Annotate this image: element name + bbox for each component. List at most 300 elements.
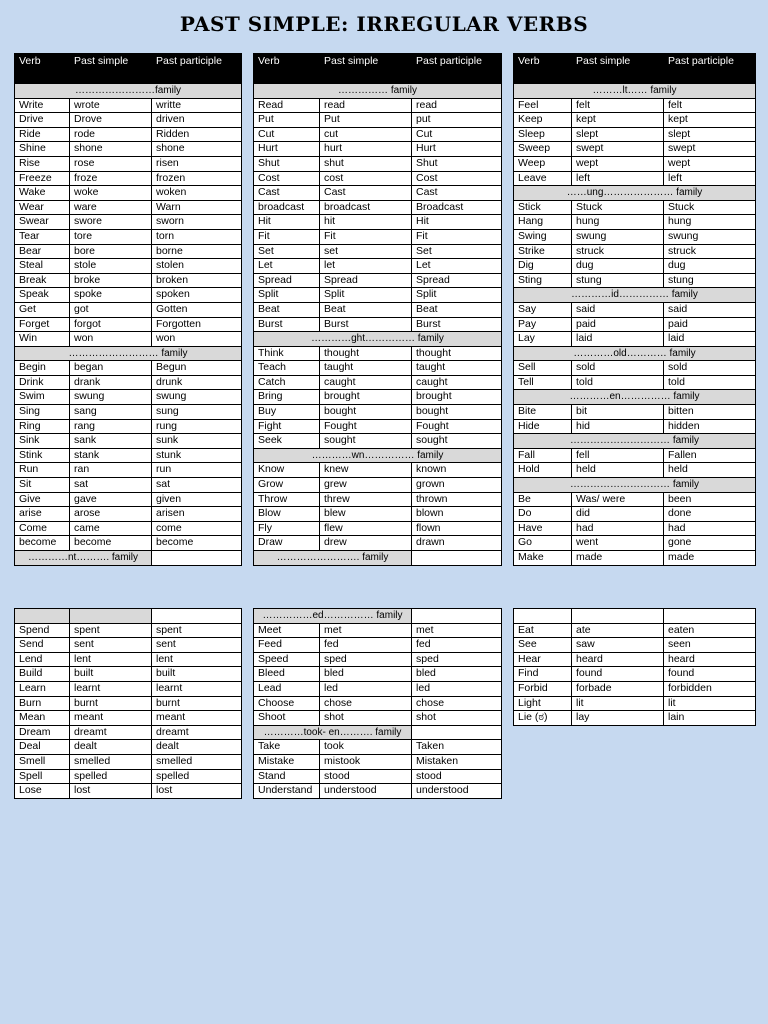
past-simple-cell: broadcast [320, 200, 412, 215]
verb-cell: Shoot [254, 711, 320, 726]
verb-cell: Put [254, 113, 320, 128]
table-row [514, 156, 756, 171]
past-simple-cell: sent [70, 638, 152, 653]
past-participle-cell: said [664, 302, 756, 317]
table-row [514, 215, 756, 230]
family-row [254, 332, 502, 347]
past-simple-cell: sold [572, 361, 664, 376]
table-row [254, 346, 502, 361]
verb-cell: Spend [15, 623, 70, 638]
past-participle-cell: lain [664, 711, 756, 726]
past-simple-cell: forgot [70, 317, 152, 332]
empty-cell [412, 609, 502, 624]
past-simple-cell: left [572, 171, 664, 186]
past-simple-cell: burnt [70, 696, 152, 711]
past-participle-cell: swung [152, 390, 242, 405]
table-row [514, 273, 756, 288]
family-label: ……………………family [15, 84, 242, 99]
past-simple-cell: Was/ were [572, 492, 664, 507]
family-label: ………………………… family [514, 478, 756, 493]
past-simple-cell: dealt [70, 740, 152, 755]
table-row [514, 711, 756, 726]
past-participle-cell: learnt [152, 681, 242, 696]
past-participle-cell: Broadcast [412, 200, 502, 215]
past-simple-cell: cost [320, 171, 412, 186]
family-label: ……ung………………… family [514, 186, 756, 201]
verb-cell: Seek [254, 434, 320, 449]
past-simple-cell: thought [320, 346, 412, 361]
past-simple-cell: stung [572, 273, 664, 288]
table-row [15, 434, 242, 449]
past-participle-cell: told [664, 375, 756, 390]
past-simple-cell: sat [70, 478, 152, 493]
past-simple-cell: had [572, 521, 664, 536]
past-participle-cell: drawn [412, 536, 502, 551]
past-participle-cell: spelled [152, 769, 242, 784]
past-simple-cell: bit [572, 405, 664, 420]
past-participle-cell: hidden [664, 419, 756, 434]
past-simple-cell: shut [320, 156, 412, 171]
verb-cell: Sweep [514, 142, 572, 157]
table-row [15, 332, 242, 347]
past-participle-cell: paid [664, 317, 756, 332]
header-row [15, 54, 242, 84]
past-participle-cell: understood [412, 784, 502, 799]
past-participle-cell: spent [152, 623, 242, 638]
verb-cell: Shine [15, 142, 70, 157]
past-participle-cell: lent [152, 652, 242, 667]
verb-cell: Strike [514, 244, 572, 259]
past-participle-cell: blown [412, 507, 502, 522]
table-row [514, 492, 756, 507]
table-row [514, 200, 756, 215]
table-row [514, 623, 756, 638]
verb-cell: Begin [15, 361, 70, 376]
past-participle-cell: Burst [412, 317, 502, 332]
past-simple-cell: knew [320, 463, 412, 478]
table-row [254, 113, 502, 128]
family-row [514, 390, 756, 405]
verb-cell: Hide [514, 419, 572, 434]
past-simple-cell: shot [320, 711, 412, 726]
past-participle-cell: Fallen [664, 448, 756, 463]
verb-table [253, 608, 502, 799]
past-simple-cell: did [572, 507, 664, 522]
past-simple-cell: got [70, 302, 152, 317]
verb-cell: Learn [15, 681, 70, 696]
verb-cell: Pay [514, 317, 572, 332]
past-participle-cell: stolen [152, 259, 242, 274]
table-row [254, 186, 502, 201]
verb-cell: Run [15, 463, 70, 478]
past-participle-cell: thought [412, 346, 502, 361]
verb-cell: Wear [15, 200, 70, 215]
verb-cell: Sink [15, 434, 70, 449]
table-row [15, 419, 242, 434]
verb-cell: Feed [254, 638, 320, 653]
past-simple-cell: ran [70, 463, 152, 478]
past-participle-cell: done [664, 507, 756, 522]
past-simple-cell: hurt [320, 142, 412, 157]
past-participle-cell: Gotten [152, 302, 242, 317]
past-simple-cell: drank [70, 375, 152, 390]
table-row [15, 259, 242, 274]
verb-cell: Lie (ಠ) [514, 711, 572, 726]
table-row [514, 667, 756, 682]
family-row [254, 551, 502, 566]
past-simple-cell: met [320, 623, 412, 638]
verb-cell: Cut [254, 127, 320, 142]
past-simple-cell: struck [572, 244, 664, 259]
verb-table-bottom-2 [253, 608, 501, 799]
verb-cell: Come [15, 521, 70, 536]
verb-cell: Be [514, 492, 572, 507]
past-participle-cell: dreamt [152, 725, 242, 740]
table-row [15, 711, 242, 726]
empty-row [15, 609, 242, 624]
column-header: Past simple [70, 54, 152, 84]
past-participle-cell: found [664, 667, 756, 682]
past-simple-cell: lit [572, 696, 664, 711]
verb-cell: Break [15, 273, 70, 288]
past-simple-cell: flew [320, 521, 412, 536]
past-simple-cell: dug [572, 259, 664, 274]
verb-cell: Tell [514, 375, 572, 390]
past-simple-cell: fell [572, 448, 664, 463]
past-participle-cell: lit [664, 696, 756, 711]
verb-table-bottom-3 [513, 608, 755, 726]
empty-cell [70, 609, 152, 624]
table-row [254, 463, 502, 478]
table-row [254, 492, 502, 507]
verb-cell: Sing [15, 405, 70, 420]
family-row [15, 346, 242, 361]
family-row [15, 551, 242, 566]
past-participle-cell: shone [152, 142, 242, 157]
empty-cell [412, 551, 502, 566]
empty-cell [152, 551, 242, 566]
verb-cell: Go [514, 536, 572, 551]
past-simple-cell: learnt [70, 681, 152, 696]
verb-cell: Sleep [514, 127, 572, 142]
table-row [514, 259, 756, 274]
past-simple-cell: took [320, 740, 412, 755]
past-simple-cell: Fought [320, 419, 412, 434]
past-simple-cell: wrote [70, 98, 152, 113]
past-simple-cell: told [572, 375, 664, 390]
table-row [15, 375, 242, 390]
table-row [514, 536, 756, 551]
table-row [254, 302, 502, 317]
past-simple-cell: brought [320, 390, 412, 405]
past-simple-cell: bled [320, 667, 412, 682]
table-row [15, 156, 242, 171]
verb-cell: Lose [15, 784, 70, 799]
verb-cell: Weep [514, 156, 572, 171]
past-participle-cell: run [152, 463, 242, 478]
past-simple-cell: said [572, 302, 664, 317]
past-simple-cell: stole [70, 259, 152, 274]
family-label: ……………ed…………… family [254, 609, 412, 624]
verb-cell: Stick [514, 200, 572, 215]
past-simple-cell: Split [320, 288, 412, 303]
family-row [15, 84, 242, 99]
past-simple-cell: shone [70, 142, 152, 157]
table-row [254, 536, 502, 551]
verb-cell: Deal [15, 740, 70, 755]
verb-cell: Forbid [514, 681, 572, 696]
verb-cell: Mean [15, 711, 70, 726]
past-simple-cell: sang [70, 405, 152, 420]
past-participle-cell: Hurt [412, 142, 502, 157]
past-simple-cell: sped [320, 652, 412, 667]
family-row [514, 478, 756, 493]
table-row [15, 536, 242, 551]
verb-cell: Light [514, 696, 572, 711]
past-simple-cell: kept [572, 113, 664, 128]
family-label: ………………………… family [514, 434, 756, 449]
past-participle-cell: Beat [412, 302, 502, 317]
verb-table-bottom-1 [14, 608, 241, 799]
table-row [254, 711, 502, 726]
verb-cell: Ride [15, 127, 70, 142]
verb-cell: Rise [15, 156, 70, 171]
table-row [15, 127, 242, 142]
past-simple-cell: mistook [320, 754, 412, 769]
past-participle-cell: meant [152, 711, 242, 726]
past-simple-cell: swung [572, 229, 664, 244]
verb-cell: Drive [15, 113, 70, 128]
past-participle-cell: led [412, 681, 502, 696]
family-label: …………nt………. family [15, 551, 152, 566]
table-row [254, 229, 502, 244]
past-simple-cell: grew [320, 478, 412, 493]
verb-table [253, 53, 502, 566]
table-row [254, 667, 502, 682]
verb-cell: Fit [254, 229, 320, 244]
past-participle-cell: put [412, 113, 502, 128]
past-simple-cell: bore [70, 244, 152, 259]
table-row [514, 317, 756, 332]
empty-cell [15, 609, 70, 624]
empty-row [514, 609, 756, 624]
table-row [15, 681, 242, 696]
verb-cell: Have [514, 521, 572, 536]
past-participle-cell: frozen [152, 171, 242, 186]
past-participle-cell: Cut [412, 127, 502, 142]
past-simple-cell: went [572, 536, 664, 551]
verb-cell: arise [15, 507, 70, 522]
past-simple-cell: gave [70, 492, 152, 507]
past-simple-cell: sought [320, 434, 412, 449]
past-participle-cell: Stuck [664, 200, 756, 215]
table-row [15, 696, 242, 711]
past-simple-cell: sank [70, 434, 152, 449]
verb-cell: See [514, 638, 572, 653]
column-header: Past participle [664, 54, 756, 84]
table-row [254, 652, 502, 667]
verb-cell: Swear [15, 215, 70, 230]
verb-cell: Swim [15, 390, 70, 405]
past-participle-cell: Forgotten [152, 317, 242, 332]
table-row [15, 186, 242, 201]
verb-cell: Fly [254, 521, 320, 536]
past-participle-cell: bled [412, 667, 502, 682]
past-simple-cell: broke [70, 273, 152, 288]
past-simple-cell: Fit [320, 229, 412, 244]
past-simple-cell: ware [70, 200, 152, 215]
table-row [254, 142, 502, 157]
verb-cell: Choose [254, 696, 320, 711]
table-row [514, 98, 756, 113]
verb-cell: Feel [514, 98, 572, 113]
table-row [514, 332, 756, 347]
family-row [254, 448, 502, 463]
table-row [254, 434, 502, 449]
past-participle-cell: come [152, 521, 242, 536]
table-row [254, 215, 502, 230]
verb-cell: Fall [514, 448, 572, 463]
table-row [514, 113, 756, 128]
past-simple-cell: lent [70, 652, 152, 667]
past-participle-cell: sought [412, 434, 502, 449]
verb-cell: Get [15, 302, 70, 317]
past-participle-cell: sunk [152, 434, 242, 449]
verb-cell: Say [514, 302, 572, 317]
past-participle-cell: hung [664, 215, 756, 230]
past-participle-cell: chose [412, 696, 502, 711]
table-row [514, 302, 756, 317]
past-simple-cell: threw [320, 492, 412, 507]
family-label: …………ght…………… family [254, 332, 502, 347]
past-simple-cell: won [70, 332, 152, 347]
verb-cell: Cast [254, 186, 320, 201]
table-row [15, 521, 242, 536]
verb-cell: Sit [15, 478, 70, 493]
table-row [15, 317, 242, 332]
past-simple-cell: understood [320, 784, 412, 799]
verb-cell: Set [254, 244, 320, 259]
table-row [514, 507, 756, 522]
column-header: Verb [15, 54, 70, 84]
table-row [15, 288, 242, 303]
verb-cell: Bite [514, 405, 572, 420]
past-simple-cell: woke [70, 186, 152, 201]
table-row [15, 507, 242, 522]
past-participle-cell: Shut [412, 156, 502, 171]
verb-cell: Give [15, 492, 70, 507]
verb-table [14, 608, 242, 799]
table-row [254, 244, 502, 259]
past-simple-cell: swung [70, 390, 152, 405]
table-row [254, 478, 502, 493]
past-simple-cell: held [572, 463, 664, 478]
table-row [15, 390, 242, 405]
past-simple-cell: let [320, 259, 412, 274]
past-participle-cell: sworn [152, 215, 242, 230]
past-participle-cell: felt [664, 98, 756, 113]
past-participle-cell: woken [152, 186, 242, 201]
family-row [514, 346, 756, 361]
past-participle-cell: Split [412, 288, 502, 303]
past-participle-cell: sent [152, 638, 242, 653]
verb-cell: Buy [254, 405, 320, 420]
family-label: ……………………… family [15, 346, 242, 361]
past-participle-cell: gone [664, 536, 756, 551]
past-simple-cell: hung [572, 215, 664, 230]
past-simple-cell: forbade [572, 681, 664, 696]
past-simple-cell: swore [70, 215, 152, 230]
past-simple-cell: arose [70, 507, 152, 522]
past-participle-cell: bitten [664, 405, 756, 420]
table-row [254, 171, 502, 186]
table-row [514, 405, 756, 420]
table-row [254, 507, 502, 522]
past-participle-cell: Let [412, 259, 502, 274]
verb-cell: Blow [254, 507, 320, 522]
verb-cell: Swing [514, 229, 572, 244]
table-row [514, 127, 756, 142]
table-row [15, 302, 242, 317]
column-header: Verb [254, 54, 320, 84]
past-simple-cell: spelled [70, 769, 152, 784]
table-row [254, 127, 502, 142]
past-participle-cell: dug [664, 259, 756, 274]
past-simple-cell: felt [572, 98, 664, 113]
column-header: Past simple [572, 54, 664, 84]
table-row [15, 171, 242, 186]
past-participle-cell: Begun [152, 361, 242, 376]
table-row [514, 375, 756, 390]
past-participle-cell: Cast [412, 186, 502, 201]
past-simple-cell: read [320, 98, 412, 113]
verb-table [513, 53, 756, 566]
table-row [254, 361, 502, 376]
table-row [514, 142, 756, 157]
past-participle-cell: Taken [412, 740, 502, 755]
past-participle-cell: Ridden [152, 127, 242, 142]
verb-cell: Speed [254, 652, 320, 667]
past-participle-cell: swung [664, 229, 756, 244]
verb-cell: Mistake [254, 754, 320, 769]
past-simple-cell: slept [572, 127, 664, 142]
verb-cell: Stink [15, 448, 70, 463]
table-row [254, 638, 502, 653]
empty-cell [664, 609, 756, 624]
past-simple-cell: rose [70, 156, 152, 171]
table-row [254, 769, 502, 784]
table-row [15, 638, 242, 653]
verb-cell: Meet [254, 623, 320, 638]
table-row [15, 215, 242, 230]
table-row [15, 361, 242, 376]
verb-table-top-2 [253, 53, 501, 566]
past-participle-cell: thrown [412, 492, 502, 507]
table-row [15, 740, 242, 755]
table-row [514, 229, 756, 244]
page-title: PAST SIMPLE: IRREGULAR VERBS [179, 12, 589, 36]
family-row [254, 609, 502, 624]
verb-cell: Dream [15, 725, 70, 740]
family-row [514, 84, 756, 99]
verb-cell: Hang [514, 215, 572, 230]
past-participle-cell: been [664, 492, 756, 507]
table-row [254, 740, 502, 755]
empty-cell [514, 609, 572, 624]
table-row [254, 273, 502, 288]
past-participle-cell: Cost [412, 171, 502, 186]
table-row [514, 551, 756, 566]
